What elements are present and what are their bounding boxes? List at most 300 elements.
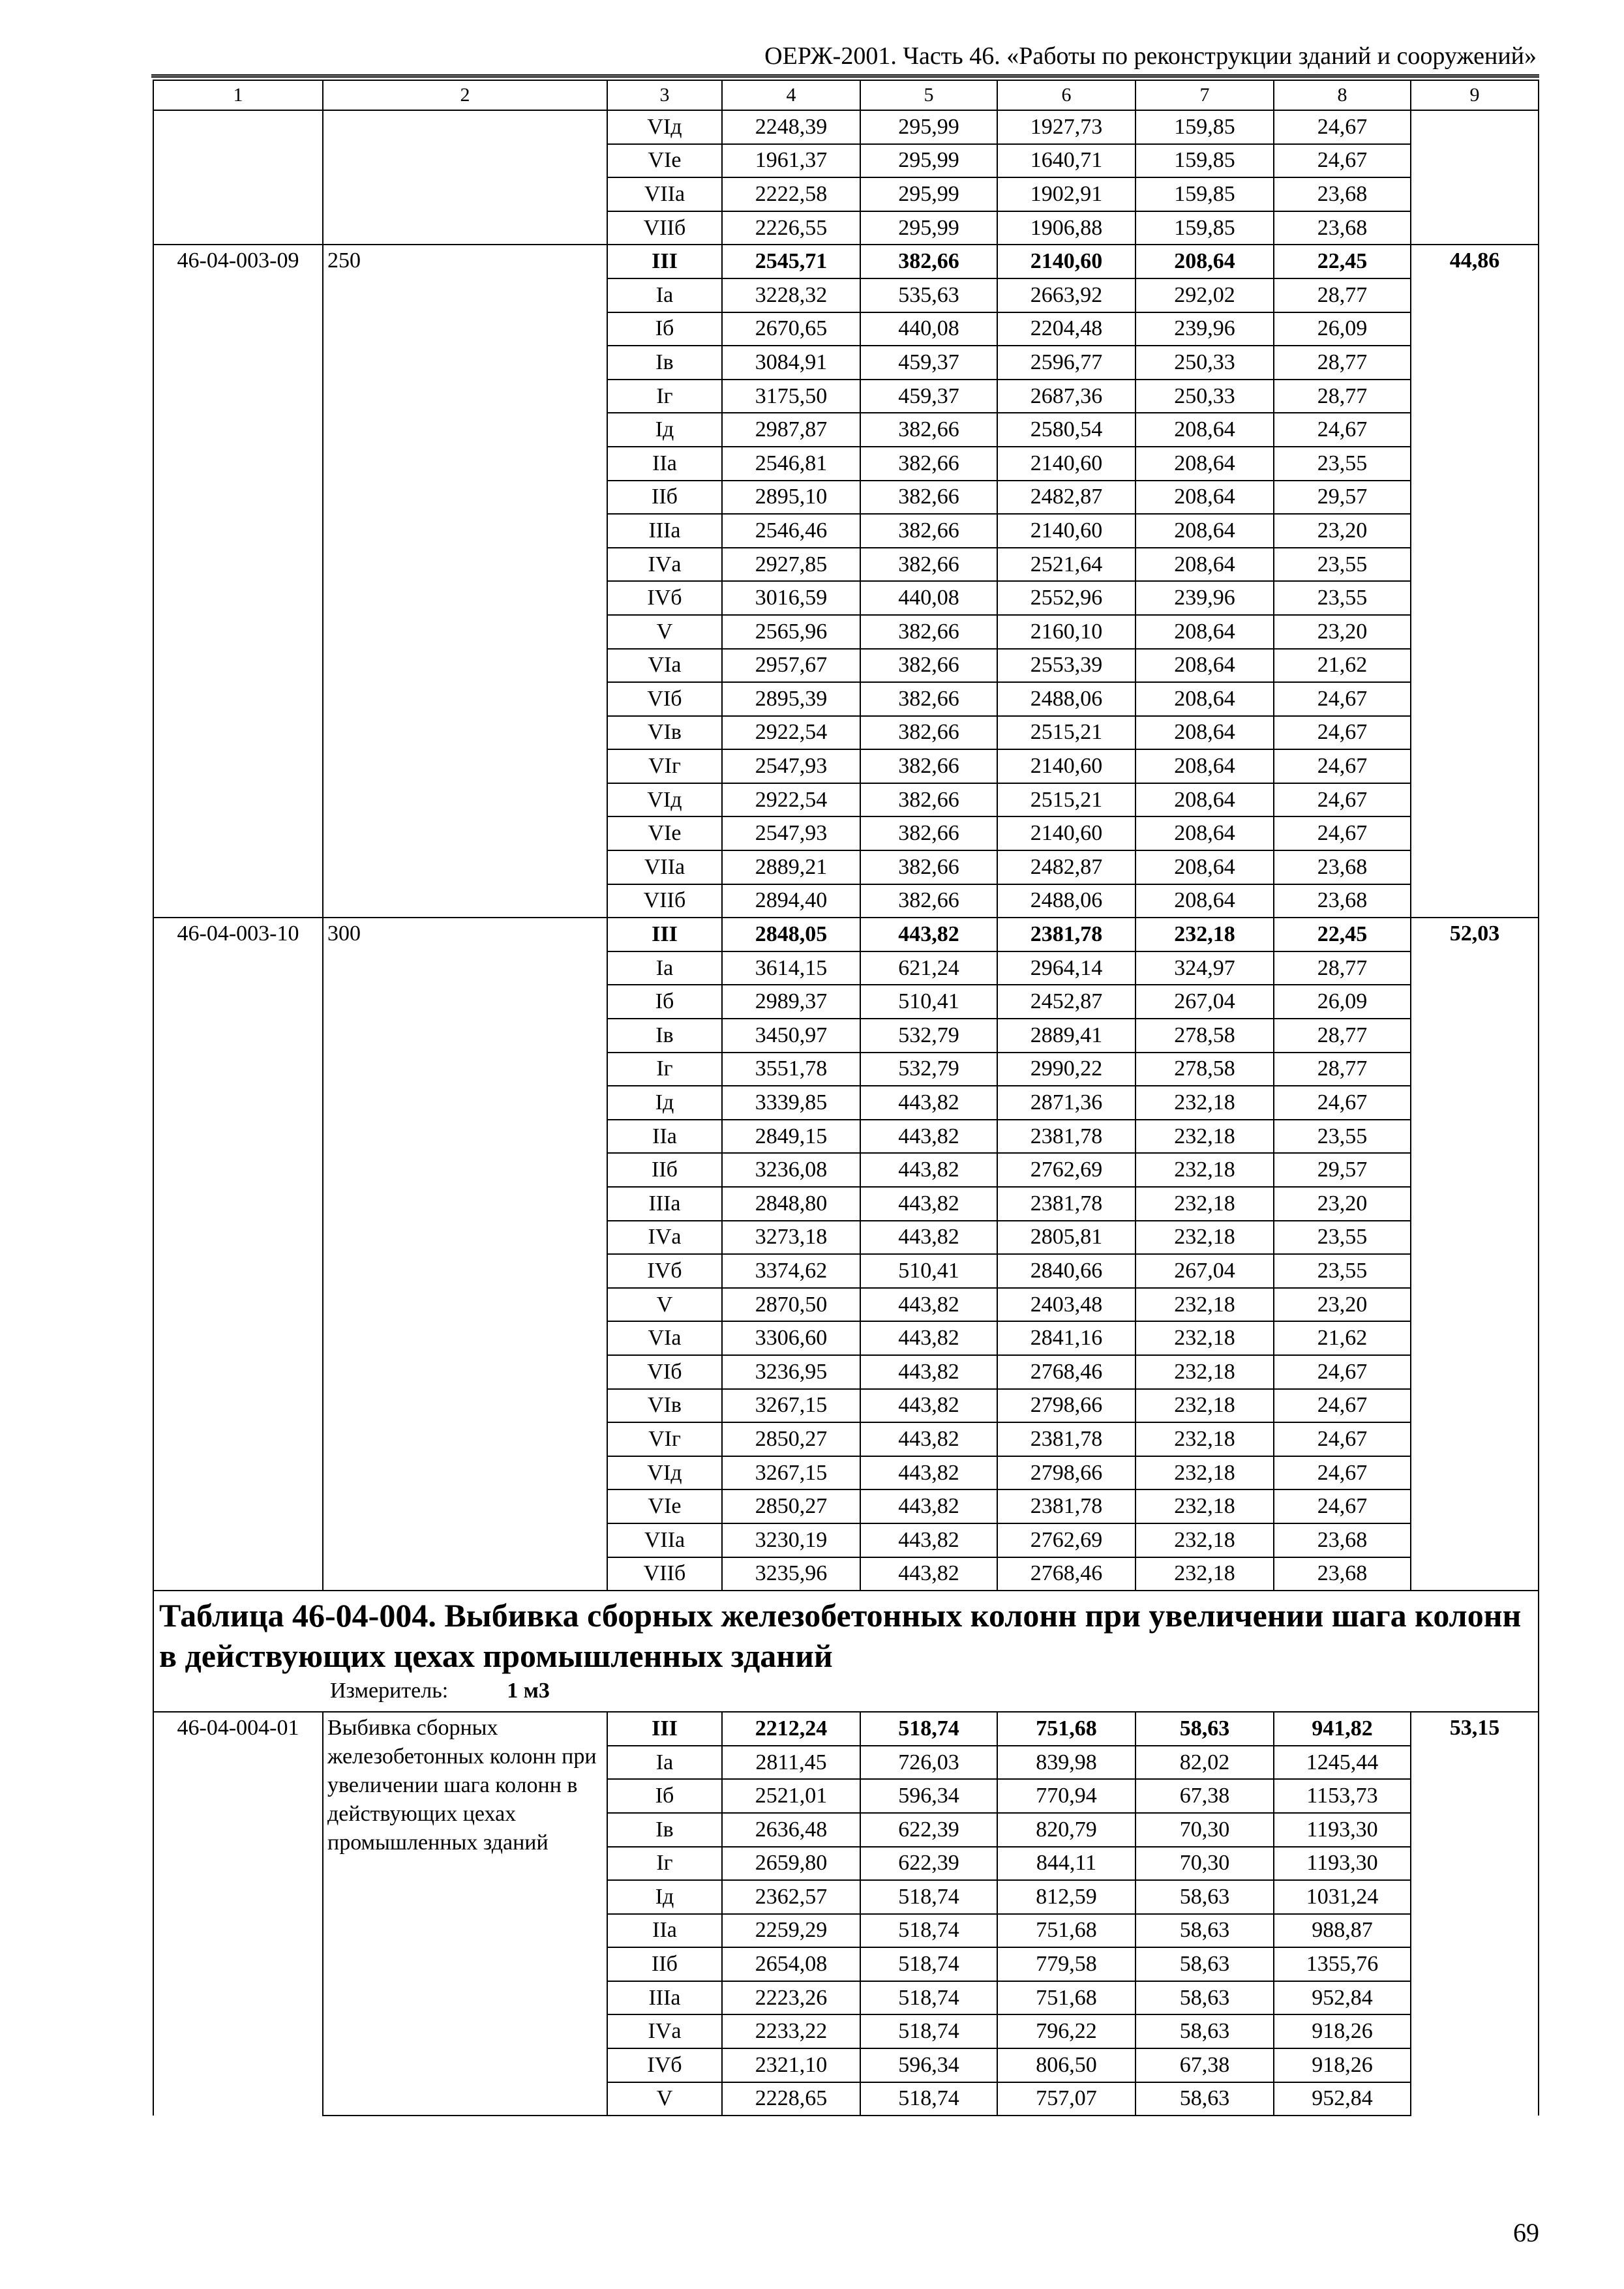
machine-cost: 2768,46: [997, 1557, 1135, 1591]
machine-cost: 757,07: [997, 2082, 1135, 2116]
machine-cost: 1906,88: [997, 211, 1135, 245]
operator-wages: 232,18: [1135, 1187, 1274, 1221]
column-number: 8: [1274, 80, 1411, 110]
materials-cost: 1193,30: [1274, 1813, 1411, 1847]
total-cost: 3551,78: [722, 1053, 860, 1086]
district-code: VIв: [607, 716, 722, 750]
materials-cost: 918,26: [1274, 2014, 1411, 2048]
total-cost: 2895,39: [722, 682, 860, 716]
district-code: Iг: [607, 1847, 722, 1881]
operator-wages: 292,02: [1135, 278, 1274, 312]
operator-wages: 208,64: [1135, 816, 1274, 850]
machine-cost: 796,22: [997, 2014, 1135, 2048]
operator-wages: 159,85: [1135, 144, 1274, 178]
materials-cost: 29,57: [1274, 1153, 1411, 1187]
labor-cost: 382,66: [860, 447, 997, 481]
district-code: Iд: [607, 1880, 722, 1914]
district-code: Iа: [607, 278, 722, 312]
table-row: [153, 245, 1539, 278]
district-code: VIд: [607, 110, 722, 144]
labor-cost: 596,34: [860, 1779, 997, 1813]
machine-cost: 2140,60: [997, 245, 1135, 278]
table-row: [153, 918, 1539, 951]
operator-wages: 208,64: [1135, 245, 1274, 278]
materials-cost: 22,45: [1274, 245, 1411, 278]
district-code: IIб: [607, 1947, 722, 1981]
labor-cost: 535,63: [860, 278, 997, 312]
position-code: 46-04-003-09: [153, 245, 323, 918]
materials-cost: 23,68: [1274, 1523, 1411, 1557]
machine-cost: 2798,66: [997, 1456, 1135, 1490]
district-code: Iб: [607, 985, 722, 1019]
table-row: [153, 110, 1539, 144]
district-code: IIа: [607, 447, 722, 481]
total-cost: 2987,87: [722, 413, 860, 447]
materials-cost: 23,55: [1274, 581, 1411, 615]
position-code: 46-04-003-10: [153, 918, 323, 1591]
total-cost: 2226,55: [722, 211, 860, 245]
labor-cost: 518,74: [860, 2014, 997, 2048]
district-code: Iв: [607, 1813, 722, 1847]
district-code: IVб: [607, 2048, 722, 2082]
labor-cost: 443,82: [860, 1153, 997, 1187]
machine-cost: 2140,60: [997, 749, 1135, 783]
total-cost: 3016,59: [722, 581, 860, 615]
operator-wages: 232,18: [1135, 1355, 1274, 1389]
labor-hours-total: 52,03: [1411, 918, 1539, 1591]
machine-cost: 2762,69: [997, 1153, 1135, 1187]
total-cost: 2233,22: [722, 2014, 860, 2048]
operator-wages: 232,18: [1135, 1422, 1274, 1456]
total-cost: 2654,08: [722, 1947, 860, 1981]
operator-wages: 67,38: [1135, 2048, 1274, 2082]
materials-cost: 21,62: [1274, 649, 1411, 683]
operator-wages: 208,64: [1135, 884, 1274, 918]
district-code: VIе: [607, 144, 722, 178]
table-row: [153, 1712, 1539, 1746]
position-name: 250: [323, 245, 607, 918]
labor-cost: 295,99: [860, 211, 997, 245]
total-cost: 3267,15: [722, 1389, 860, 1423]
column-number: 3: [607, 80, 722, 110]
position-name: Выбивка сборных железобетонных колонн при увеличении шага колонн в действующих цехах промышленных зданий: [323, 1712, 607, 2116]
labor-cost: 443,82: [860, 1389, 997, 1423]
machine-cost: 2580,54: [997, 413, 1135, 447]
price-table: [153, 80, 1539, 2116]
materials-cost: 24,67: [1274, 1389, 1411, 1423]
labor-cost: 382,66: [860, 884, 997, 918]
materials-cost: 23,68: [1274, 211, 1411, 245]
materials-cost: 952,84: [1274, 2082, 1411, 2116]
machine-cost: 806,50: [997, 2048, 1135, 2082]
operator-wages: 208,64: [1135, 481, 1274, 515]
operator-wages: 232,18: [1135, 1221, 1274, 1255]
materials-cost: 24,67: [1274, 1489, 1411, 1523]
district-code: IVа: [607, 1221, 722, 1255]
district-code: VIе: [607, 1489, 722, 1523]
total-cost: 2545,71: [722, 245, 860, 278]
total-cost: 2636,48: [722, 1813, 860, 1847]
total-cost: 2850,27: [722, 1489, 860, 1523]
labor-cost: 440,08: [860, 312, 997, 346]
operator-wages: 208,64: [1135, 514, 1274, 548]
materials-cost: 24,67: [1274, 1086, 1411, 1120]
machine-cost: 2381,78: [997, 918, 1135, 951]
materials-cost: 24,67: [1274, 144, 1411, 178]
machine-cost: 1902,91: [997, 177, 1135, 211]
total-cost: 3084,91: [722, 346, 860, 380]
materials-cost: 22,45: [1274, 918, 1411, 951]
machine-cost: 751,68: [997, 1712, 1135, 1746]
operator-wages: 232,18: [1135, 1321, 1274, 1355]
operator-wages: 208,64: [1135, 749, 1274, 783]
total-cost: 2565,96: [722, 615, 860, 649]
labor-cost: 382,66: [860, 615, 997, 649]
materials-cost: 1153,73: [1274, 1779, 1411, 1813]
labor-cost: 510,41: [860, 985, 997, 1019]
materials-cost: 1245,44: [1274, 1746, 1411, 1780]
district-code: VIб: [607, 682, 722, 716]
district-code: VIIа: [607, 1523, 722, 1557]
labor-cost: 382,66: [860, 514, 997, 548]
position-name: 300: [323, 918, 607, 1591]
materials-cost: 1355,76: [1274, 1947, 1411, 1981]
machine-cost: 2403,48: [997, 1288, 1135, 1322]
total-cost: 2546,46: [722, 514, 860, 548]
total-cost: 2895,10: [722, 481, 860, 515]
materials-cost: 24,67: [1274, 110, 1411, 144]
district-code: IVб: [607, 1254, 722, 1288]
total-cost: 2848,80: [722, 1187, 860, 1221]
operator-wages: 58,63: [1135, 1712, 1274, 1746]
total-cost: 3236,08: [722, 1153, 860, 1187]
total-cost: 1961,37: [722, 144, 860, 178]
page-number: 69: [1513, 2218, 1539, 2247]
labor-hours-total: 44,86: [1411, 245, 1539, 918]
materials-cost: 23,68: [1274, 1557, 1411, 1591]
materials-cost: 1193,30: [1274, 1847, 1411, 1881]
machine-cost: 2990,22: [997, 1053, 1135, 1086]
total-cost: 2659,80: [722, 1847, 860, 1881]
machine-cost: 2964,14: [997, 951, 1135, 985]
operator-wages: 159,85: [1135, 177, 1274, 211]
machine-cost: 2762,69: [997, 1523, 1135, 1557]
total-cost: 2922,54: [722, 716, 860, 750]
total-cost: 2850,27: [722, 1422, 860, 1456]
machine-cost: 2452,87: [997, 985, 1135, 1019]
materials-cost: 23,68: [1274, 850, 1411, 884]
total-cost: 2894,40: [722, 884, 860, 918]
operator-wages: 58,63: [1135, 1947, 1274, 1981]
operator-wages: 70,30: [1135, 1813, 1274, 1847]
district-code: Iб: [607, 1779, 722, 1813]
district-code: Iв: [607, 1019, 722, 1053]
district-code: III: [607, 1712, 722, 1746]
total-cell: [1411, 110, 1539, 245]
district-code: III: [607, 245, 722, 278]
district-code: Iг: [607, 380, 722, 413]
district-code: IIб: [607, 481, 722, 515]
labor-cost: 726,03: [860, 1746, 997, 1780]
materials-cost: 28,77: [1274, 278, 1411, 312]
column-number: 2: [323, 80, 607, 110]
column-numbers-row: [153, 80, 1539, 110]
operator-wages: 58,63: [1135, 1880, 1274, 1914]
total-cost: 3273,18: [722, 1221, 860, 1255]
operator-wages: 67,38: [1135, 1779, 1274, 1813]
machine-cost: 751,68: [997, 1981, 1135, 2015]
machine-cost: 1640,71: [997, 144, 1135, 178]
labor-cost: 510,41: [860, 1254, 997, 1288]
total-cost: 2228,65: [722, 2082, 860, 2116]
labor-cost: 382,66: [860, 816, 997, 850]
total-cost: 2848,05: [722, 918, 860, 951]
labor-cost: 443,82: [860, 1288, 997, 1322]
machine-cost: 2663,92: [997, 278, 1135, 312]
operator-wages: 208,64: [1135, 649, 1274, 683]
total-cost: 2889,21: [722, 850, 860, 884]
total-cost: 2248,39: [722, 110, 860, 144]
machine-cost: 2140,60: [997, 816, 1135, 850]
operator-wages: 250,33: [1135, 346, 1274, 380]
labor-cost: 443,82: [860, 1456, 997, 1490]
operator-wages: 208,64: [1135, 783, 1274, 817]
labor-cost: 443,82: [860, 1321, 997, 1355]
operator-wages: 58,63: [1135, 2082, 1274, 2116]
labor-cost: 622,39: [860, 1847, 997, 1881]
operator-wages: 232,18: [1135, 1523, 1274, 1557]
district-code: Iв: [607, 346, 722, 380]
total-cost: 2547,93: [722, 749, 860, 783]
operator-wages: 267,04: [1135, 1254, 1274, 1288]
total-cost: 2989,37: [722, 985, 860, 1019]
operator-wages: 159,85: [1135, 110, 1274, 144]
operator-wages: 208,64: [1135, 615, 1274, 649]
machine-cost: 2768,46: [997, 1355, 1135, 1389]
machine-cost: 2553,39: [997, 649, 1135, 683]
materials-cost: 23,20: [1274, 615, 1411, 649]
labor-cost: 443,82: [860, 1557, 997, 1591]
machine-cost: 2488,06: [997, 884, 1135, 918]
total-cost: 2223,26: [722, 1981, 860, 2015]
operator-wages: 232,18: [1135, 1086, 1274, 1120]
operator-wages: 239,96: [1135, 312, 1274, 346]
column-number: 9: [1411, 80, 1539, 110]
district-code: V: [607, 615, 722, 649]
materials-cost: 1031,24: [1274, 1880, 1411, 1914]
district-code: VIIб: [607, 884, 722, 918]
operator-wages: 250,33: [1135, 380, 1274, 413]
total-cost: 2849,15: [722, 1120, 860, 1154]
column-number: 6: [997, 80, 1135, 110]
labor-cost: 443,82: [860, 1187, 997, 1221]
machine-cost: 1927,73: [997, 110, 1135, 144]
labor-cost: 382,66: [860, 245, 997, 278]
operator-wages: 232,18: [1135, 1389, 1274, 1423]
machine-cost: 2596,77: [997, 346, 1135, 380]
district-code: VIIб: [607, 211, 722, 245]
labor-cost: 532,79: [860, 1019, 997, 1053]
district-code: IVб: [607, 581, 722, 615]
materials-cost: 23,68: [1274, 177, 1411, 211]
district-code: V: [607, 2082, 722, 2116]
district-code: VIа: [607, 1321, 722, 1355]
name-cell: [323, 110, 607, 245]
operator-wages: 232,18: [1135, 918, 1274, 951]
total-cost: 3236,95: [722, 1355, 860, 1389]
labor-cost: 382,66: [860, 850, 997, 884]
materials-cost: 26,09: [1274, 312, 1411, 346]
labor-cost: 621,24: [860, 951, 997, 985]
machine-cost: 2515,21: [997, 783, 1135, 817]
materials-cost: 24,67: [1274, 1456, 1411, 1490]
materials-cost: 28,77: [1274, 1053, 1411, 1086]
labor-cost: 443,82: [860, 1120, 997, 1154]
total-cost: 3614,15: [722, 951, 860, 985]
operator-wages: 159,85: [1135, 211, 1274, 245]
total-cost: 2212,24: [722, 1712, 860, 1746]
district-code: IIIа: [607, 1187, 722, 1221]
total-cost: 3450,97: [722, 1019, 860, 1053]
materials-cost: 941,82: [1274, 1712, 1411, 1746]
machine-cost: 2140,60: [997, 514, 1135, 548]
operator-wages: 278,58: [1135, 1053, 1274, 1086]
total-cost: 2222,58: [722, 177, 860, 211]
labor-cost: 443,82: [860, 1086, 997, 1120]
position-code: 46-04-004-01: [153, 1712, 323, 2116]
machine-cost: 2515,21: [997, 716, 1135, 750]
labor-cost: 382,66: [860, 481, 997, 515]
district-code: Iа: [607, 951, 722, 985]
operator-wages: 267,04: [1135, 985, 1274, 1019]
total-cost: 2362,57: [722, 1880, 860, 1914]
machine-cost: 2871,36: [997, 1086, 1135, 1120]
labor-cost: 532,79: [860, 1053, 997, 1086]
column-number: 5: [860, 80, 997, 110]
labor-cost: 382,66: [860, 749, 997, 783]
labor-cost: 459,37: [860, 346, 997, 380]
district-code: VIд: [607, 1456, 722, 1490]
district-code: VIIб: [607, 1557, 722, 1591]
total-cost: 2927,85: [722, 548, 860, 582]
district-code: VIг: [607, 749, 722, 783]
operator-wages: 239,96: [1135, 581, 1274, 615]
operator-wages: 324,97: [1135, 951, 1274, 985]
labor-cost: 459,37: [860, 380, 997, 413]
labor-cost: 443,82: [860, 1523, 997, 1557]
total-cost: 3339,85: [722, 1086, 860, 1120]
district-code: VIа: [607, 649, 722, 683]
materials-cost: 24,67: [1274, 1355, 1411, 1389]
operator-wages: 58,63: [1135, 2014, 1274, 2048]
materials-cost: 918,26: [1274, 2048, 1411, 2082]
total-cost: 2870,50: [722, 1288, 860, 1322]
operator-wages: 232,18: [1135, 1489, 1274, 1523]
district-code: VIд: [607, 783, 722, 817]
labor-cost: 382,66: [860, 682, 997, 716]
labor-cost: 440,08: [860, 581, 997, 615]
materials-cost: 23,20: [1274, 514, 1411, 548]
total-cost: 2957,67: [722, 649, 860, 683]
operator-wages: 208,64: [1135, 413, 1274, 447]
machine-cost: 2381,78: [997, 1187, 1135, 1221]
operator-wages: 58,63: [1135, 1914, 1274, 1948]
materials-cost: 24,67: [1274, 716, 1411, 750]
unit-value: 1 м3: [507, 1679, 550, 1703]
operator-wages: 232,18: [1135, 1557, 1274, 1591]
materials-cost: 23,55: [1274, 548, 1411, 582]
labor-cost: 443,82: [860, 1221, 997, 1255]
labor-cost: 382,66: [860, 783, 997, 817]
machine-cost: 2840,66: [997, 1254, 1135, 1288]
table-title: Таблица 46-04-004. Выбивка сборных железобетонных колонн при увеличении шага колонн в действующих цехах промышленных зданий: [159, 1597, 1522, 1675]
district-code: IIб: [607, 1153, 722, 1187]
materials-cost: 23,55: [1274, 1120, 1411, 1154]
district-code: IIIа: [607, 514, 722, 548]
materials-cost: 24,67: [1274, 1422, 1411, 1456]
total-cost: 2259,29: [722, 1914, 860, 1948]
labor-cost: 443,82: [860, 1355, 997, 1389]
total-cost: 3374,62: [722, 1254, 860, 1288]
district-code: Iг: [607, 1053, 722, 1086]
operator-wages: 70,30: [1135, 1847, 1274, 1881]
machine-cost: 2687,36: [997, 380, 1135, 413]
machine-cost: 2521,64: [997, 548, 1135, 582]
total-cost: 3175,50: [722, 380, 860, 413]
operator-wages: 58,63: [1135, 1981, 1274, 2015]
machine-cost: 2140,60: [997, 447, 1135, 481]
operator-wages: 208,64: [1135, 682, 1274, 716]
operator-wages: 232,18: [1135, 1153, 1274, 1187]
district-code: VIв: [607, 1389, 722, 1423]
total-cost: 2670,65: [722, 312, 860, 346]
district-code: IVа: [607, 548, 722, 582]
machine-cost: 839,98: [997, 1746, 1135, 1780]
materials-cost: 28,77: [1274, 951, 1411, 985]
operator-wages: 208,64: [1135, 716, 1274, 750]
district-code: IIIа: [607, 1981, 722, 2015]
operator-wages: 232,18: [1135, 1456, 1274, 1490]
labor-cost: 518,74: [860, 1981, 997, 2015]
labor-cost: 518,74: [860, 1712, 997, 1746]
labor-cost: 596,34: [860, 2048, 997, 2082]
district-code: Iд: [607, 1086, 722, 1120]
unit-label: Измеритель:: [330, 1679, 449, 1703]
total-cost: 3228,32: [722, 278, 860, 312]
running-header: ОЕРЖ-2001. Часть 46. «Работы по реконструкции зданий и сооружений»: [764, 42, 1537, 70]
materials-cost: 23,55: [1274, 447, 1411, 481]
labor-hours-total: 53,15: [1411, 1712, 1539, 2116]
district-code: Iб: [607, 312, 722, 346]
labor-cost: 622,39: [860, 1813, 997, 1847]
labor-cost: 382,66: [860, 649, 997, 683]
district-code: VIIа: [607, 177, 722, 211]
operator-wages: 232,18: [1135, 1120, 1274, 1154]
labor-cost: 518,74: [860, 2082, 997, 2116]
district-code: Iа: [607, 1746, 722, 1780]
district-code: IVа: [607, 2014, 722, 2048]
materials-cost: 21,62: [1274, 1321, 1411, 1355]
code-cell: [153, 110, 323, 245]
materials-cost: 23,20: [1274, 1187, 1411, 1221]
machine-cost: 2841,16: [997, 1321, 1135, 1355]
machine-cost: 2482,87: [997, 481, 1135, 515]
operator-wages: 208,64: [1135, 447, 1274, 481]
district-code: IIа: [607, 1120, 722, 1154]
machine-cost: 2482,87: [997, 850, 1135, 884]
total-cost: 2546,81: [722, 447, 860, 481]
total-cost: 2521,01: [722, 1779, 860, 1813]
